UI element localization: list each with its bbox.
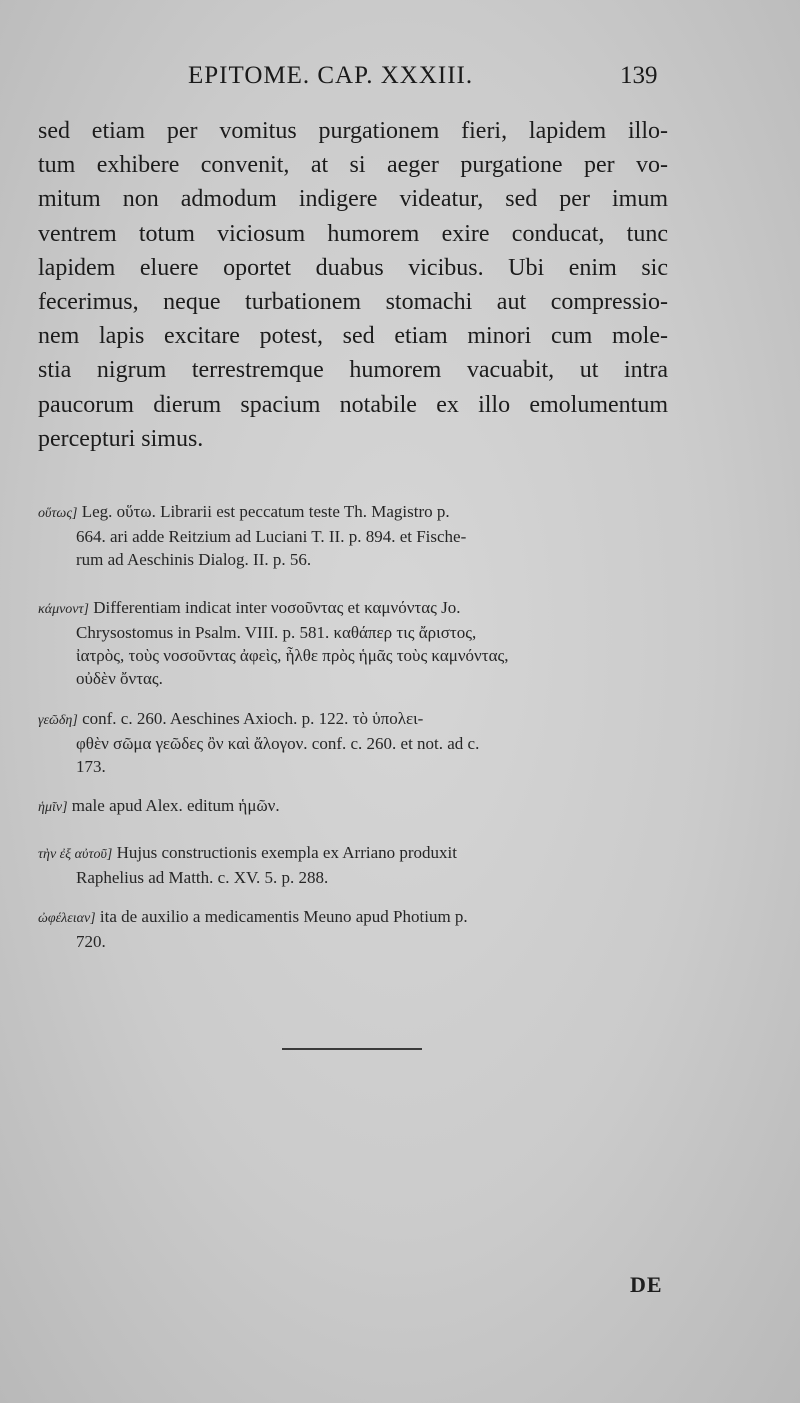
footnote-line: 720.: [76, 932, 106, 951]
main-line: paucorum dierum spacium notabile ex illo emolumentum: [38, 391, 668, 418]
main-line: sed etiam per vomitus purgationem fieri, lapidem illo-: [38, 118, 668, 144]
footnote-line: φθὲν σῶμα γεῶδες ὂν καὶ ἄλογον. conf. c. 260. et not. ad c.: [76, 734, 480, 753]
footnote-lemma: ὠφέλειαν]: [38, 911, 96, 926]
footnote-line: 173.: [76, 757, 106, 776]
footnote-lemma: ἡμῖν]: [38, 800, 68, 815]
footnote-lemma: γεῶδη]: [38, 713, 78, 728]
footnote-line: Chrysostomus in Psalm. VIII. p. 581. καθάπερ τις ἄριστος,: [76, 623, 477, 642]
catchword: DE: [630, 1272, 663, 1297]
footnote-line: ἰατρὸς, τοὺς νοσοῦντας ἀφεὶς, ἦλθε πρὸς ἡμᾶς τοὺς καμνόντας,: [76, 646, 509, 665]
footnote-lemma: οὕτως]: [38, 506, 78, 521]
footnote: [38, 596, 670, 690]
footnote-line: ita de auxilio a medicamentis Meuno apud Photium p.: [99, 907, 468, 926]
footnote-lemma: κάμνοντ]: [38, 602, 89, 617]
footnote: [38, 905, 670, 953]
main-line: nem lapis excitare potest, sed etiam minori cum mole-: [38, 323, 668, 350]
main-line: percepturi simus.: [38, 425, 204, 452]
footnote: [38, 500, 670, 571]
page-header: [0, 62, 800, 96]
footnote-line: Leg. οὕτω. Librarii est peccatum teste Th. Magistro p.: [81, 502, 450, 521]
footnote: [38, 707, 670, 778]
main-line: ventrem totum viciosum humorem exire conducat, tunc: [38, 220, 668, 247]
footnote: [38, 794, 670, 819]
footnote-line: Raphelius ad Matth. c. XV. 5. p. 288.: [76, 868, 329, 887]
footnote-line: conf. c. 260. Aeschines Axioch. p. 122. τὸ ὑπολει-: [82, 709, 424, 728]
footnote-line: male apud Alex. editum ἡμῶν.: [71, 796, 280, 815]
footnote: [38, 841, 670, 889]
footnote-line: rum ad Aeschinis Dialog. II. p. 56.: [76, 550, 312, 569]
running-title: EPITOME. CAP. XXXIII.: [188, 62, 474, 89]
main-line: tum exhibere convenit, at si aeger purgatione per vo-: [38, 152, 668, 179]
footnote-line: οὐδὲν ὄντας.: [76, 669, 163, 688]
main-paragraph: [38, 114, 668, 456]
section-rule: [282, 1048, 422, 1050]
main-line: lapidem eluere oportet duabus vicibus. Ubi enim sic: [38, 254, 668, 281]
main-line: mitum non admodum indigere videatur, sed per imum: [38, 186, 668, 213]
footnote-lemma: τὴν ἐξ αὐτοῦ]: [38, 847, 113, 862]
main-line: fecerimus, neque turbationem stomachi aut compressio-: [38, 289, 668, 316]
footnote-line: 664. ari adde Reitzium ad Luciani T. II. p. 894. et Fische-: [76, 527, 467, 546]
page-number: 139: [620, 62, 658, 89]
footnote-line: Differentiam indicat inter νοσοῦντας et καμνόντας Jo.: [93, 598, 461, 617]
main-line: stia nigrum terrestremque humorem vacuabit, ut intra: [38, 357, 668, 384]
footnote-line: Hujus constructionis exempla ex Arriano produxit: [116, 843, 458, 862]
